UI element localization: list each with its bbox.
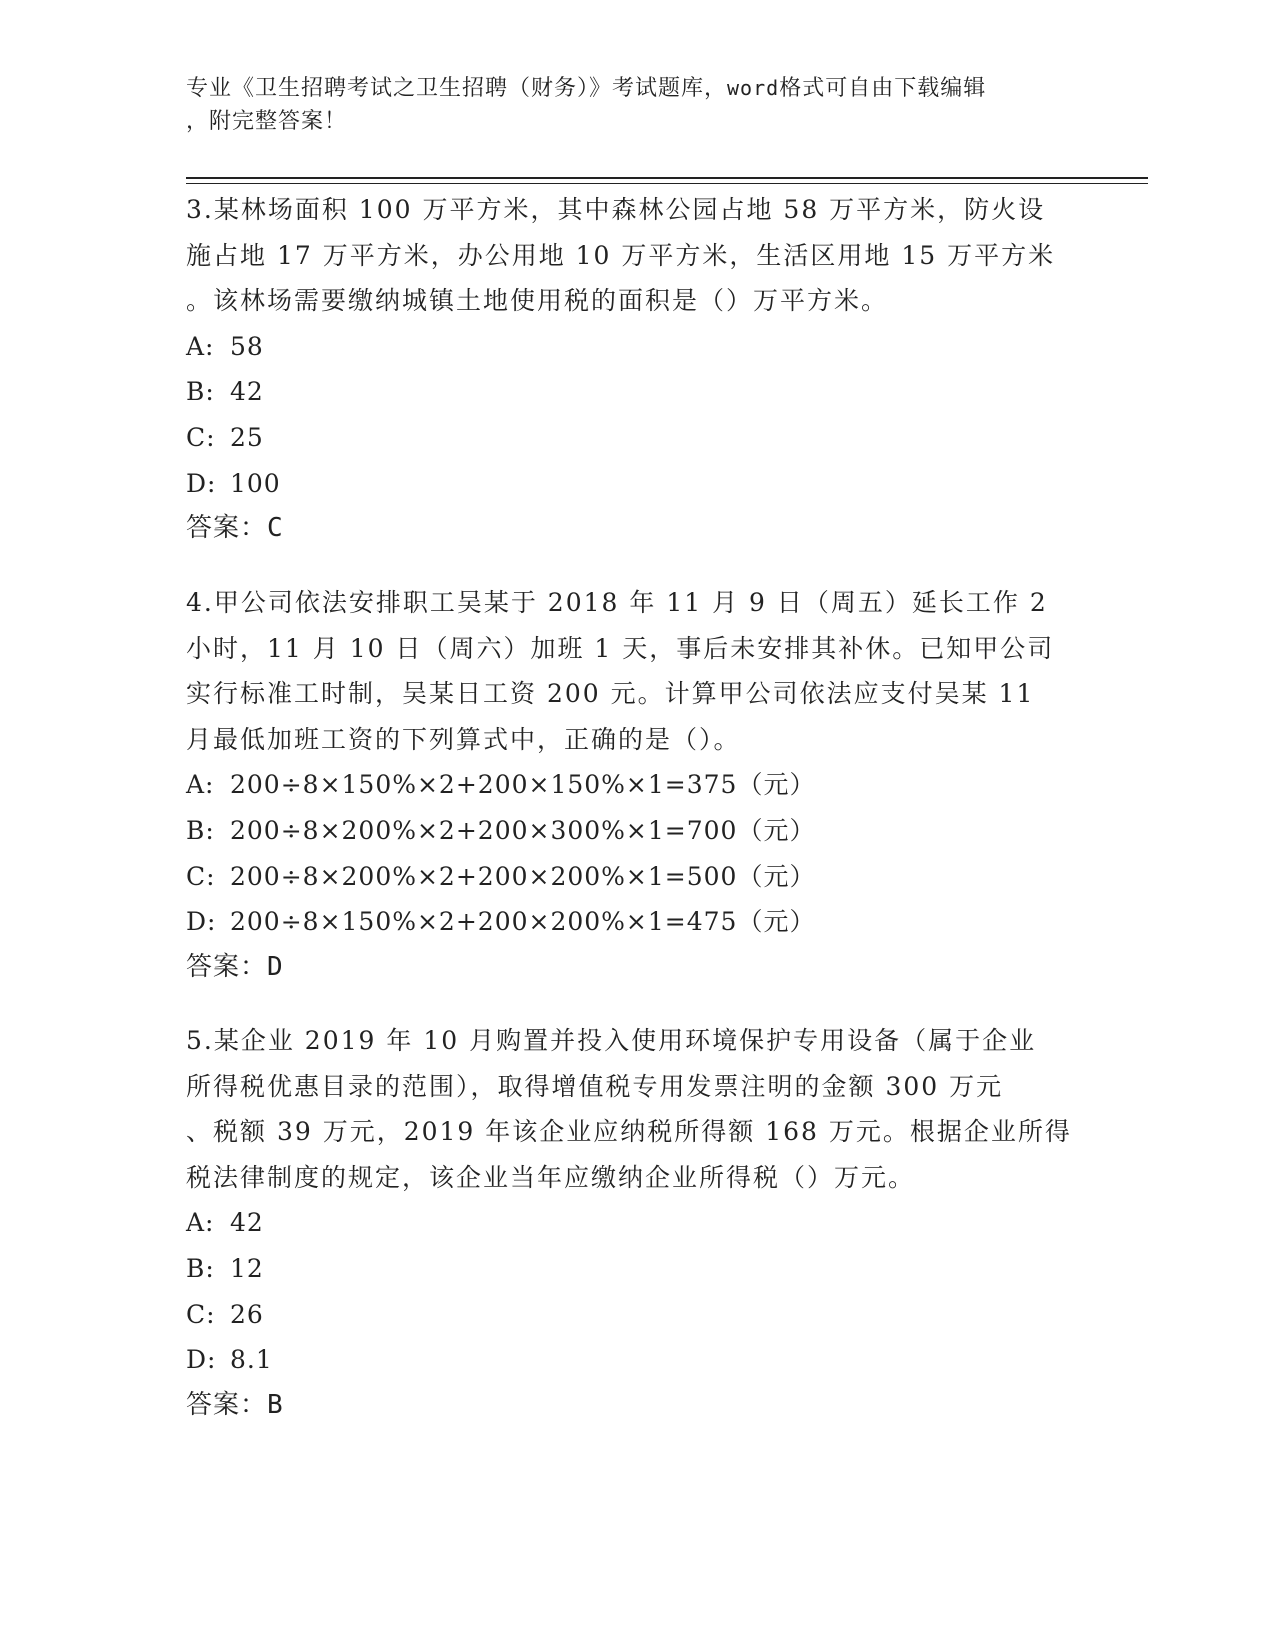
question-stem-line: 小时，11 月 10 日（周六）加班 1 天，事后未安排其补休。已知甲公司 — [186, 633, 1055, 663]
header-word: word — [727, 76, 780, 100]
header-intro: 专业《卫生招聘考试之卫生招聘（财务）》考试题库， — [186, 76, 728, 101]
answer-value: C — [267, 513, 284, 544]
question-stem-line: 实行标准工时制，吴某日工资 200 元。计算甲公司依法应支付吴某 11 — [186, 679, 1035, 709]
option-a: A: 58 — [186, 331, 264, 361]
question-stem-line: 、税额 39 万元，2019 年该企业应纳税所得额 168 万元。根据企业所得 — [186, 1117, 1072, 1147]
header-line-1 — [186, 72, 1066, 105]
question-stem-line: 所得税优惠目录的范围），取得增值税专用发票注明的金额 300 万元 — [186, 1071, 1004, 1101]
question-stem-line: 施占地 17 万平方米，办公用地 10 万平方米，生活区用地 15 万平方米 — [186, 240, 1056, 270]
question-5 — [186, 1018, 1086, 1428]
option-c: C: 25 — [186, 422, 264, 452]
header-line-2: ，附完整答案！ — [186, 109, 348, 134]
option-d: D: 100 — [186, 468, 281, 498]
answer-value: D — [267, 951, 284, 982]
answer-label: 答案： — [186, 513, 268, 544]
option-b: B: 12 — [186, 1253, 264, 1283]
question-4 — [186, 580, 1086, 990]
question-3 — [186, 187, 1086, 552]
question-stem-line: 3.某林场面积 100 万平方米，其中森林公园占地 58 万平方米，防火设 — [186, 195, 1046, 224]
option-d: D: 8.1 — [186, 1345, 273, 1375]
question-stem-line: 5.某企业 2019 年 10 月购置并投入使用环境保护专用设备（属于企业 — [186, 1026, 1037, 1055]
answer-value: B — [267, 1389, 284, 1420]
document-header — [186, 72, 1066, 138]
answer-label: 答案： — [186, 1389, 268, 1420]
answer-label: 答案： — [186, 951, 268, 982]
option-c: C: 200÷8×200%×2+200×200%×1=500（元） — [186, 861, 816, 891]
header-intro-tail: 格式可自由下载编辑 — [779, 76, 987, 101]
option-d: D: 200÷8×150%×2+200×200%×1=475（元） — [186, 907, 816, 937]
option-c: C: 26 — [186, 1299, 264, 1329]
option-a: A: 200÷8×150%×2+200×150%×1=375（元） — [186, 770, 816, 800]
option-b: B: 200÷8×200%×2+200×300%×1=700（元） — [186, 815, 816, 845]
answer-line — [186, 945, 1086, 991]
question-stem-line: 。该林场需要缴纳城镇土地使用税的面积是（）万平方米。 — [186, 286, 889, 316]
header-divider-thin — [186, 183, 1148, 184]
question-stem-line: 4.甲公司依法安排职工吴某于 2018 年 11 月 9 日（周五）延长工作 2 — [186, 588, 1048, 617]
header-divider-thick — [186, 177, 1148, 179]
answer-line — [186, 506, 1086, 552]
option-b: B: 42 — [186, 377, 264, 407]
question-stem-line: 税法律制度的规定，该企业当年应缴纳企业所得税（）万元。 — [186, 1162, 916, 1192]
option-a: A: 42 — [186, 1208, 264, 1238]
question-stem-line: 月最低加班工资的下列算式中，正确的是（）。 — [186, 724, 741, 754]
answer-line — [186, 1383, 1086, 1429]
